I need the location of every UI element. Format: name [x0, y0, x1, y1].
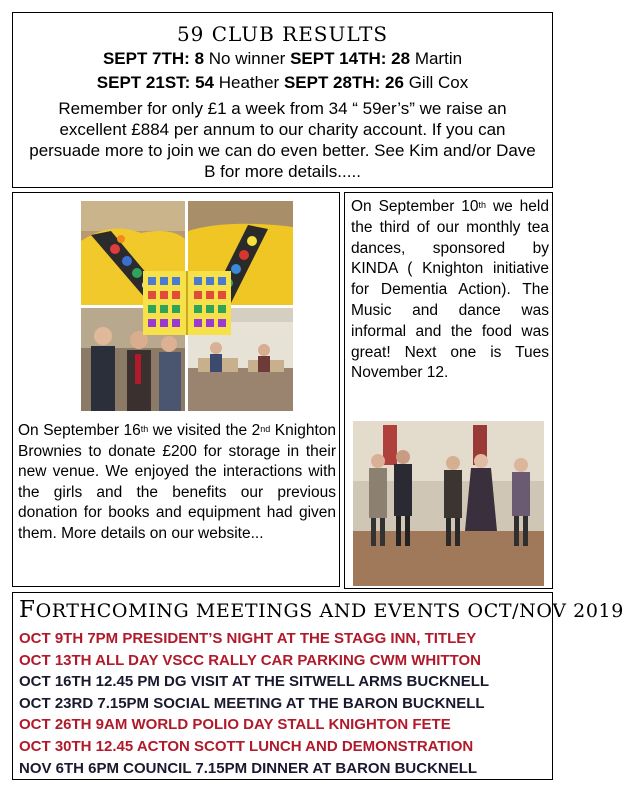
events-panel	[12, 592, 624, 780]
brownies-panel	[12, 192, 340, 587]
result-winner: Gill Cox	[408, 73, 469, 92]
event-item: OCT 30TH 12.45 ACTON SCOTT LUNCH AND DEMONSTRATION	[19, 737, 474, 755]
result-number: 54	[195, 73, 214, 92]
events-list	[19, 628, 552, 779]
club-results-row-1	[13, 48, 552, 70]
badge-book-photo	[143, 271, 231, 335]
club-results-row-2	[13, 72, 552, 94]
brownies-text-part: Knighton Brownies to donate £200 for storage in their new venue. We enjoyed the interactions with the girls and the benefits our previous donation for books and equipment had given them. More details on our website...	[18, 422, 336, 542]
club-note: Remember for only £1 a week from 34 “ 59er’s” we raise an excellent £884 per annum to our charity account. If you can persuade more to join we can do even better. See Kim and/or Dave B for more details.....	[29, 99, 536, 181]
club-results-panel	[12, 12, 553, 188]
brownies-photo-collage	[81, 201, 293, 411]
tea-dance-text-part: On September 10	[351, 198, 479, 215]
events-title-rest: ORTHCOMING MEETINGS AND EVENTS OCT/NOV 2019	[35, 600, 624, 622]
brownies-text	[18, 421, 336, 544]
result-number: 28	[391, 49, 411, 68]
tea-dance-ordinal: th	[478, 200, 487, 210]
tea-dance-photo	[353, 421, 544, 586]
club-results-title: 59 CLUB RESULTS	[176, 22, 389, 46]
result-winner: Heather	[218, 73, 280, 92]
result-number: 26	[385, 73, 404, 92]
result-winner: Martin	[414, 49, 463, 68]
event-item: NOV 6TH 6PM COUNCIL 7.15PM DINNER AT BARON BUCKNELL	[19, 759, 478, 777]
event-item: OCT 26TH 9AM WORLD POLIO DAY STALL KNIGHTON FETE	[19, 716, 451, 734]
events-title-initial: F	[19, 597, 36, 623]
tea-dance-panel	[344, 192, 553, 589]
event-item: OCT 13TH ALL DAY VSCC RALLY CAR PARKING CWM WHITTON	[19, 651, 481, 669]
result-date: SEPT 28TH:	[283, 73, 381, 92]
brownies-ordinal: th	[140, 424, 149, 434]
tea-dance-text-part: we held the third of our monthly tea dances, sponsored by KINDA ( Knighton initiative for Dementia Action). The Music and dance was informal and the food was great! Next one is Tues November 12.	[351, 198, 549, 382]
event-item: OCT 16TH 12.45 PM DG VISIT AT THE SITWELL ARMS BUCKNELL	[19, 673, 490, 691]
event-item: OCT 9TH 7PM PRESIDENT’S NIGHT AT THE STAGG INN, TITLEY	[19, 630, 477, 647]
event-item: OCT 23RD 7.15PM SOCIAL MEETING AT THE BARON BUCKNELL	[19, 694, 485, 712]
brownies-ordinal: nd	[260, 424, 271, 434]
result-date: SEPT 21ST:	[96, 73, 191, 92]
result-winner: No winner	[208, 49, 286, 68]
events-title	[19, 597, 624, 623]
brownies-text-part: we visited the 2	[148, 422, 261, 439]
result-date: SEPT 14TH:	[290, 49, 387, 68]
brownies-text-part: On September 16	[18, 422, 141, 439]
result-date: SEPT 7TH:	[102, 49, 190, 68]
result-number: 8	[194, 49, 205, 68]
tea-dance-text	[351, 197, 549, 384]
